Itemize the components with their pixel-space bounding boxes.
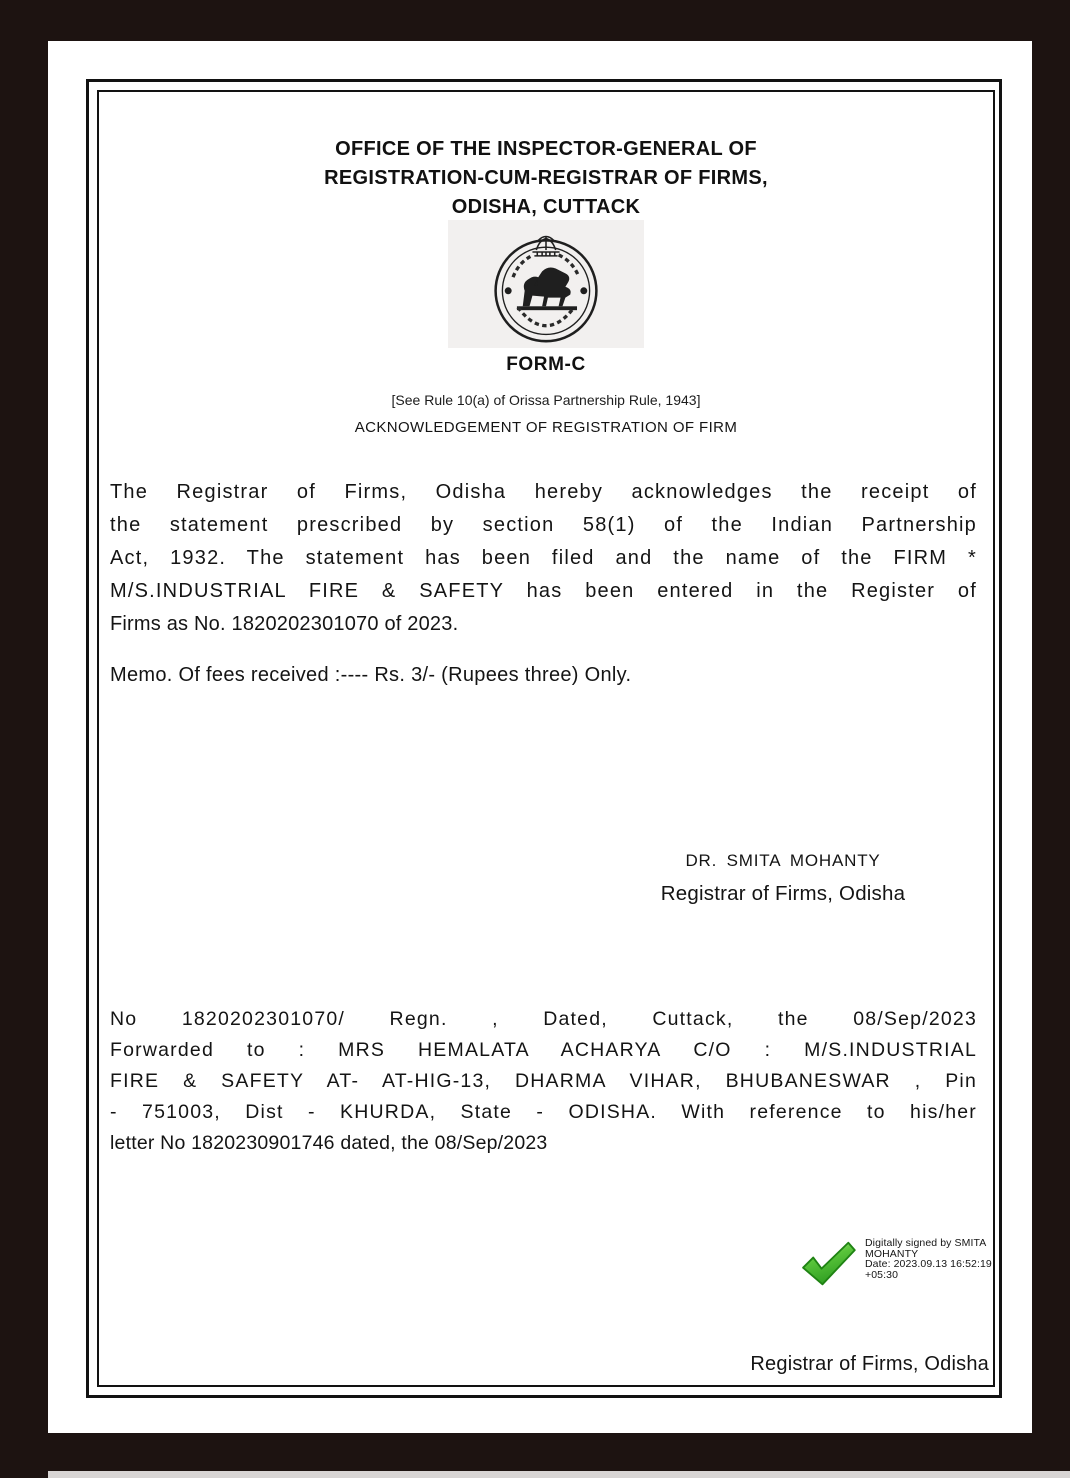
- rule-reference: [See Rule 10(a) of Orissa Partnership Rule, 1943]: [391, 392, 701, 408]
- office-header-line3: ODISHA, CUTTACK: [451, 196, 641, 218]
- digital-signature-text: [865, 1238, 992, 1281]
- digital-signature-line: MOHANTY: [865, 1247, 919, 1260]
- document-inner-border: [97, 90, 995, 1387]
- digital-signature-line: +05:30: [865, 1269, 899, 1282]
- green-checkmark-icon: [797, 1240, 859, 1288]
- signatory-name: DR. SMITA MOHANTY: [685, 851, 881, 870]
- signatory-designation: Registrar of Firms, Odisha: [660, 882, 906, 905]
- acknowledgement-line: Firms as No. 1820202301070 of 2023.: [110, 613, 459, 635]
- forwarding-line: - 751003, Dist - KHURDA, State - ODISHA. With reference to his/her: [110, 1101, 977, 1123]
- document-page: [48, 41, 1032, 1433]
- digital-signature-line: Digitally signed by SMITA: [865, 1237, 987, 1249]
- acknowledgement-line: The Registrar of Firms, Odisha hereby acknowledges the receipt of: [110, 481, 977, 503]
- ashoka-capital-icon: [532, 237, 559, 256]
- acknowledgement-paragraph: [110, 476, 977, 641]
- office-header: [99, 135, 993, 222]
- forwarding-line: No 1820202301070/ Regn. , Dated, Cuttack, the 08/Sep/2023: [110, 1008, 977, 1030]
- konark-horse-seal-icon: [478, 221, 614, 347]
- scan-edge-strip: [48, 1471, 1070, 1478]
- form-subtitle: ACKNOWLEDGEMENT OF REGISTRATION OF FIRM: [354, 419, 738, 436]
- fees-memo: Memo. Of fees received :---- Rs. 3/- (Rupees three) Only.: [110, 664, 632, 686]
- forwarding-line: Forwarded to : MRS HEMALATA ACHARYA C/O : M/S.INDUSTRIAL: [110, 1039, 977, 1061]
- form-title: FORM-C: [506, 354, 586, 375]
- konark-horse-icon: [523, 268, 571, 307]
- odisha-government-emblem-icon: [448, 220, 644, 348]
- office-header-line2: REGISTRATION-CUM-REGISTRAR OF FIRMS,: [324, 167, 768, 189]
- forwarding-line: FIRE & SAFETY AT- AT-HIG-13, DHARMA VIHAR, BHUBANESWAR , Pin: [110, 1070, 977, 1092]
- forwarding-paragraph: [110, 1004, 977, 1159]
- digital-signature-badge: [797, 1238, 1070, 1288]
- forwarding-line: letter No 1820230901746 dated, the 08/Sep/2023: [110, 1132, 548, 1154]
- office-header-line1: OFFICE OF THE INSPECTOR-GENERAL OF: [335, 138, 757, 160]
- acknowledgement-line: the statement prescribed by section 58(1) of the Indian Partnership: [110, 514, 977, 536]
- document-outer-border: [86, 79, 1002, 1398]
- footer-designation: Registrar of Firms, Odisha: [750, 1353, 989, 1375]
- acknowledgement-line: M/S.INDUSTRIAL FIRE & SAFETY has been entered in the Register of: [110, 580, 977, 602]
- digital-signature-line: Date: 2023.09.13 16:52:19: [865, 1258, 992, 1271]
- acknowledgement-line: Act, 1932. The statement has been filed and the name of the FIRM *: [110, 547, 977, 569]
- signatory-block: [628, 851, 938, 906]
